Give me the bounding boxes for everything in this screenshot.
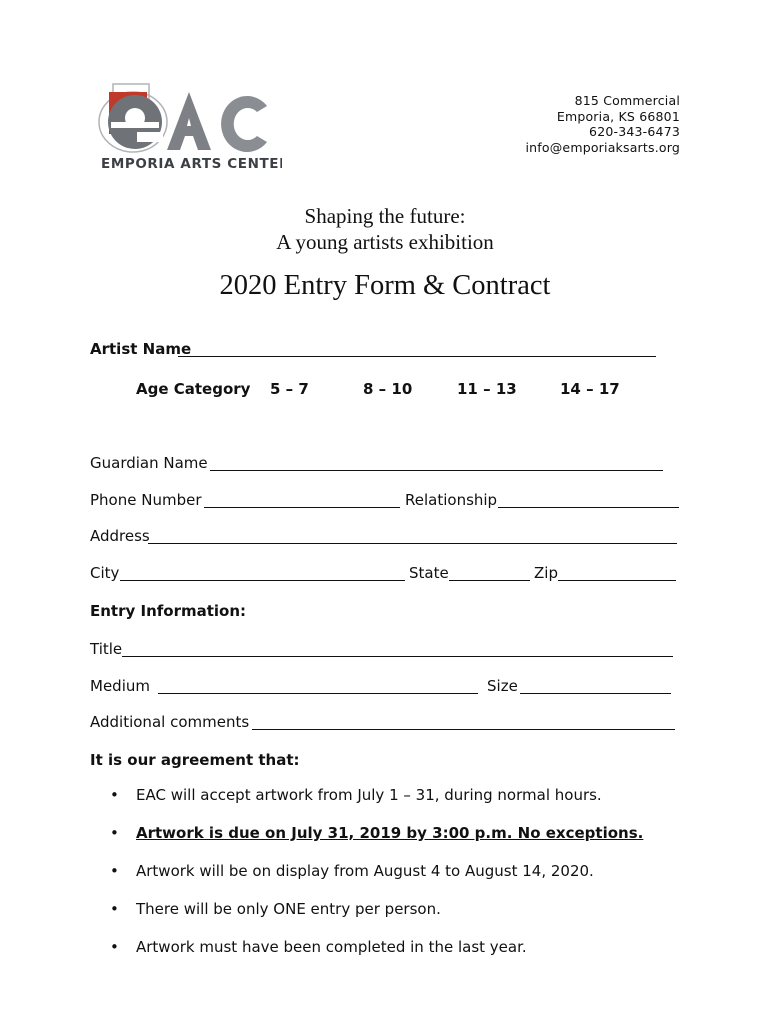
age-option-14-17[interactable]: 14 – 17 [560, 380, 620, 398]
age-option-11-13[interactable]: 11 – 13 [457, 380, 517, 398]
entry-information-heading: Entry Information: [90, 602, 247, 620]
guardian-name-field[interactable] [210, 470, 663, 471]
title-field[interactable] [122, 656, 673, 657]
artist-name-label: Artist Name [90, 340, 192, 358]
medium-label: Medium [90, 677, 150, 695]
svg-text:EMPORIA ARTS CENTER: EMPORIA ARTS CENTER [101, 156, 282, 172]
agreement-item [90, 823, 710, 861]
page-title: 2020 Entry Form & Contract [219, 270, 551, 301]
subtitle-line1: Shaping the future: [304, 204, 466, 228]
agreement-item-text: There will be only ONE entry per person. [136, 900, 441, 918]
size-field[interactable] [520, 693, 671, 694]
contact-info [525, 93, 680, 155]
bullet-icon: • [110, 862, 119, 880]
artist-name-field[interactable] [178, 356, 656, 357]
state-label: State [409, 564, 449, 582]
bullet-icon: • [110, 900, 119, 918]
emporia-arts-center-logo [97, 80, 282, 172]
agreement-item-text: Artwork must have been completed in the last year. [136, 938, 527, 956]
city-label: City [90, 564, 120, 582]
medium-field[interactable] [158, 693, 478, 694]
guardian-name-row [90, 454, 670, 474]
agreement-item-text: EAC will accept artwork from July 1 – 31, during normal hours. [136, 786, 602, 804]
size-label: Size [487, 677, 518, 695]
title-label: Title [90, 640, 123, 658]
relationship-label: Relationship [405, 491, 498, 509]
zip-field[interactable] [558, 580, 676, 581]
bullet-icon: • [110, 824, 119, 842]
agreement-heading: It is our agreement that: [90, 751, 300, 769]
city-state-zip-row [90, 564, 680, 584]
agreement-item [90, 785, 710, 823]
bullet-icon: • [110, 938, 119, 956]
phone-number-label: Phone Number [90, 491, 202, 509]
phone-relationship-row [90, 491, 682, 511]
address-row [90, 527, 680, 547]
age-option-8-10[interactable]: 8 – 10 [363, 380, 413, 398]
agreement-item [90, 861, 710, 899]
relationship-field[interactable] [498, 507, 679, 508]
agreement-list [90, 785, 710, 975]
guardian-name-label: Guardian Name [90, 454, 208, 472]
agreement-item [90, 899, 710, 937]
state-field[interactable] [449, 580, 530, 581]
age-option-5-7[interactable]: 5 – 7 [270, 380, 309, 398]
logo-graphic [97, 80, 282, 172]
title-row [90, 640, 680, 660]
address-label: Address [90, 527, 150, 545]
contact-address: 815 Commercial [574, 93, 680, 108]
agreement-item-text: Artwork will be on display from August 4 to August 14, 2020. [136, 862, 594, 880]
zip-label: Zip [534, 564, 558, 582]
address-field[interactable] [148, 543, 677, 544]
medium-size-row [90, 677, 680, 697]
subtitle-line2: A young artists exhibition [276, 230, 494, 254]
phone-number-field[interactable] [204, 507, 400, 508]
agreement-item [90, 937, 710, 975]
additional-comments-label: Additional comments [90, 713, 250, 731]
age-category-row [136, 380, 636, 400]
additional-comments-row [90, 713, 680, 733]
agreement-item-text: Artwork is due on July 31, 2019 by 3:00 p.m. No exceptions. [136, 824, 644, 842]
city-field[interactable] [120, 580, 405, 581]
age-category-label: Age Category [136, 380, 251, 398]
artist-name-row [90, 340, 660, 360]
contact-phone: 620-343-6473 [589, 124, 680, 139]
contact-email: info@emporiaksarts.org [525, 139, 680, 155]
contact-city: Emporia, KS 66801 [556, 108, 680, 124]
additional-comments-field[interactable] [252, 729, 675, 730]
bullet-icon: • [110, 786, 119, 804]
